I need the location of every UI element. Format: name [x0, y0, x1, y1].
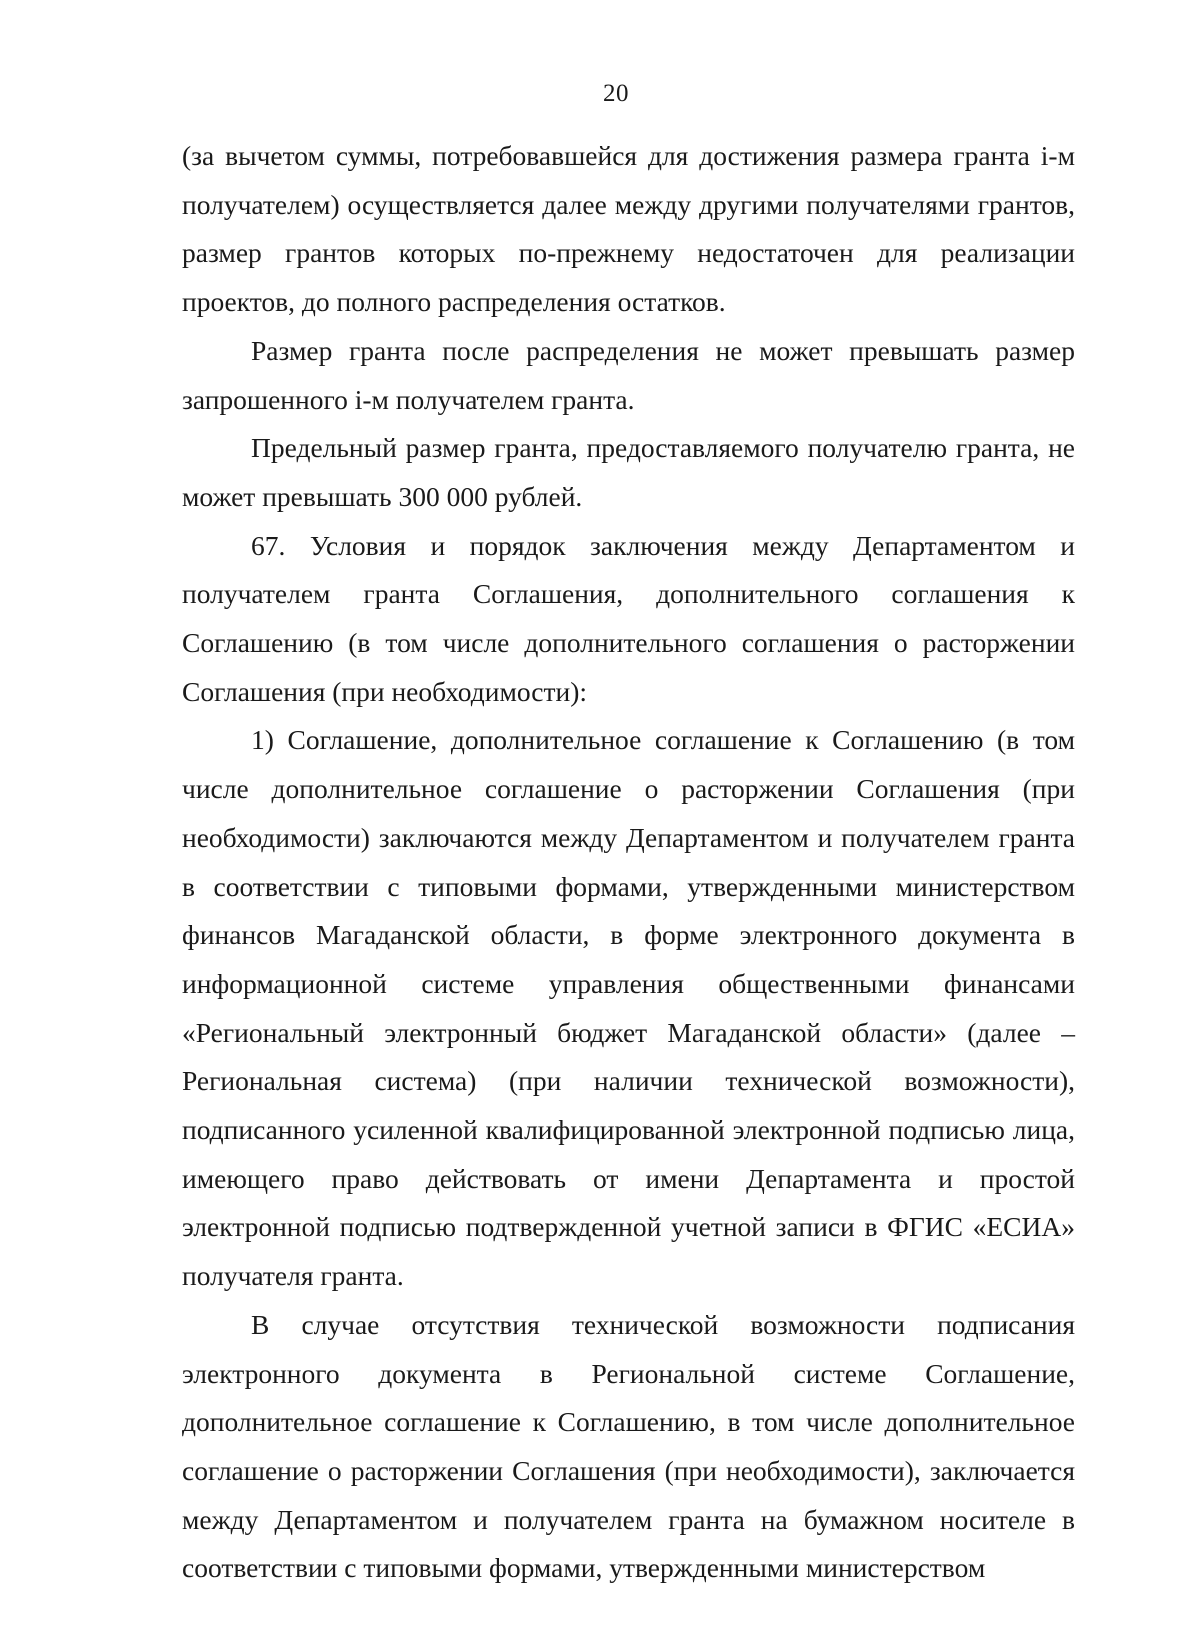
paragraph-grant-limit-after-distribution: Размер гранта после распределения не может превышать размер запрошенного i-м получателем гранта. [182, 334, 1075, 415]
paragraph-max-grant-size: Предельный размер гранта, предоставляемого получателю гранта, не может превышать 300 000 рублей. [182, 432, 1075, 512]
page-number: 20 [603, 80, 629, 107]
paragraph-continuation: (за вычетом суммы, потребовавшейся для достижения размера гранта i-м получателем) осуществляется далее между другими получателями грантов, размер грантов которых по-прежнему недостаточен для реализации проектов, до полного распределения остатков. [182, 140, 1075, 318]
paragraph-item-1-electronic-agreement: 1) Соглашение, дополнительное соглашение к Соглашению (в том числе дополнительное соглашение о расторжении Соглашения (при необходимости) заключаются между Департаментом и получателем гранта в соответствии с типовыми формами, утвержденными министерством финансов Магаданской области, в форме электронного документа в информационной системе управления общественными финансами «Региональный электронный бюджет Магаданской области» (далее – Региональная система) (при наличии технической возможности), подписанного усиленной квалифицированной электронной подписью лица, имеющего право действовать от имени Департамента и простой электронной подписью подтвержденной учетной записи в ФГИС «ЕСИА» получателя гранта. [182, 724, 1075, 1292]
document-body [182, 132, 1075, 1593]
paragraph-67-agreement-conditions: 67. Условия и порядок заключения между Департаментом и получателем гранта Соглашения, дополнительного соглашения к Соглашению (в том числе дополнительного соглашения о расторжении Соглашения (при необходимости): [182, 529, 1075, 707]
paragraph-paper-agreement: В случае отсутствия технической возможности подписания электронного документа в Региональной системе Соглашение, дополнительное соглашение к Соглашению, в том числе дополнительное соглашение о расторжении Соглашения (при необходимости), заключается между Департаментом и получателем гранта на бумажном носителе в соответствии с типовыми формами, утвержденными министерством [182, 1308, 1075, 1584]
